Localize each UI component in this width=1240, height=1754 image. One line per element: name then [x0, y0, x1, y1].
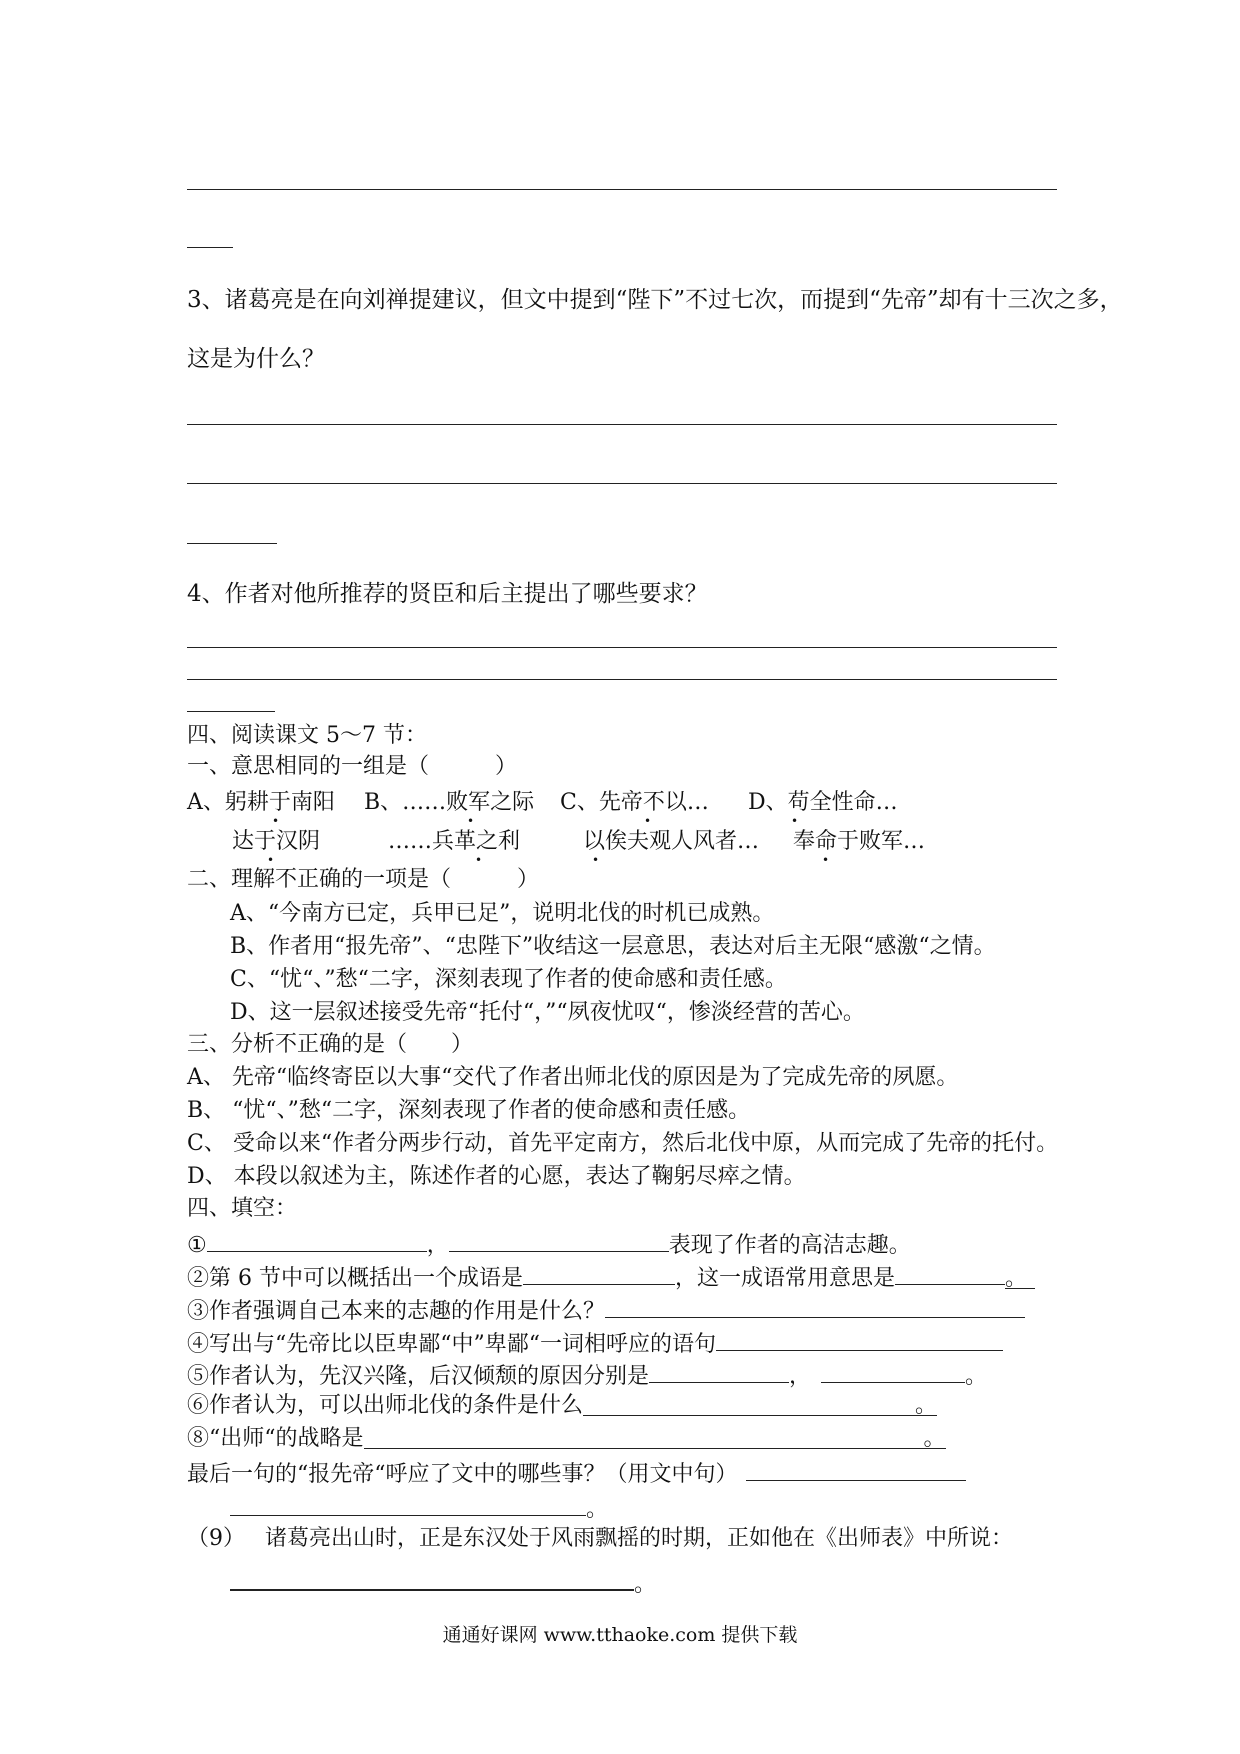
- answer-line-short: [187, 711, 275, 712]
- fill-4-blank[interactable]: [716, 1326, 1003, 1351]
- fill-1: [187, 1227, 911, 1261]
- fill-6-prompt: ⑥作者认为，可以出师北伐的条件是什么: [187, 1393, 584, 1418]
- question-9-blank[interactable]: [230, 1565, 634, 1591]
- fill-6-period: 。: [915, 1393, 938, 1418]
- fill-2-prompt-b: ，这一成语常用意思是: [675, 1266, 896, 1291]
- fill-3-prompt: ③作者强调自己本来的志趣的作用是什么？: [187, 1299, 606, 1324]
- fill-3: [187, 1293, 1025, 1327]
- fill-1-number: ①: [187, 1233, 207, 1258]
- fill-1-separator: ，: [426, 1233, 449, 1258]
- fill-2: [187, 1260, 1035, 1294]
- mc1-option-d: D、苟全性命…: [748, 790, 898, 815]
- answer-line-short: [187, 247, 233, 248]
- question-9-period: 。: [634, 1572, 657, 1597]
- mc2-option-c: C、“忧“、”愁“二字，深刻表现了作者的使命感和责任感。: [230, 967, 787, 992]
- mc1-option-d2: 奉命于败军…: [793, 829, 926, 854]
- mc2-option-a: A、“今南方已定，兵甲已足”，说明北伐的时机已成熟。: [230, 901, 775, 926]
- fill-6-blank[interactable]: [583, 1391, 937, 1416]
- fill-4-prompt: ④写出与“先帝比以臣卑鄙“中”卑鄙“一词相呼应的语句: [187, 1332, 716, 1357]
- fill-2-blank-a[interactable]: [523, 1260, 675, 1285]
- mc1-stem: 一、意思相同的一组是（ ）: [187, 754, 518, 779]
- question-9-label: （9）: [187, 1526, 245, 1551]
- emphasis-dot: •: [272, 814, 280, 828]
- fill-last-continued: [230, 1491, 608, 1525]
- answer-line: [187, 679, 1057, 680]
- fill-last-blank-2[interactable]: [230, 1491, 586, 1516]
- fill-5-prompt: ⑤作者认为，先汉兴隆，后汉倾颓的原因分别是: [187, 1364, 650, 1389]
- answer-line: [187, 483, 1057, 484]
- fill-heading: 四、填空：: [187, 1196, 298, 1221]
- emphasis-dot: •: [822, 853, 830, 867]
- fill-2-period: 。: [1005, 1264, 1035, 1289]
- fill-8-blank[interactable]: [364, 1424, 946, 1449]
- fill-last-blank[interactable]: [746, 1456, 966, 1481]
- fill-last-period: 。: [586, 1497, 609, 1522]
- mc1-option-a2: 达于汉阴: [232, 829, 321, 854]
- question-9-text: 诸葛亮出山时，正是东汉处于风雨飘摇的时期，正如他在《出师表》中所说：: [265, 1526, 1014, 1551]
- fill-last: [187, 1456, 966, 1490]
- fill-5: [187, 1358, 987, 1392]
- emphasis-dot: •: [592, 853, 600, 867]
- answer-line-short: [187, 543, 277, 544]
- fill-3-blank[interactable]: [605, 1293, 1025, 1318]
- answer-line: [187, 424, 1057, 425]
- fill-5-blank-b[interactable]: [821, 1358, 965, 1383]
- mc1-option-b: B、……败军之际: [364, 790, 535, 815]
- question-3-line2: 这是为什么？: [187, 346, 325, 372]
- fill-1-blank-a[interactable]: [207, 1227, 427, 1252]
- question-9-answer: [230, 1565, 656, 1600]
- fill-4: [187, 1326, 1003, 1360]
- fill-6: [187, 1391, 937, 1421]
- section-4-heading: 四、阅读课文 5～7 节：: [187, 723, 427, 748]
- mc2-option-d: D、这一层叙述接受先帝“托付“，”“夙夜忧叹“，惨淡经营的苦心。: [230, 1000, 865, 1025]
- mc3-option-d: D、 本段以叙述为主，陈述作者的心愿，表达了鞠躬尽瘁之情。: [187, 1164, 806, 1189]
- mc3-stem: 三、分析不正确的是（ ）: [187, 1032, 474, 1057]
- question-4: 4、作者对他所推荐的贤臣和后主提出了哪些要求？: [187, 581, 708, 607]
- answer-line: [187, 189, 1057, 190]
- emphasis-dot: •: [475, 853, 483, 867]
- fill-1-blank-b[interactable]: [449, 1227, 669, 1252]
- mc3-option-c: C、 受命以来“作者分两步行动，首先平定南方，然后北伐中原，从而完成了先帝的托付。: [187, 1131, 1059, 1156]
- fill-5-blank-a[interactable]: [649, 1358, 789, 1383]
- fill-2-prompt: ②第 6 节中可以概括出一个成语是: [187, 1266, 523, 1291]
- fill-8-prompt: ⑧“出师“的战略是: [187, 1426, 364, 1451]
- mc3-option-a: A、 先帝“临终寄臣以大事“交代了作者出师北伐的原因是为了完成先帝的夙愿。: [187, 1065, 959, 1090]
- emphasis-dot: •: [267, 853, 275, 867]
- fill-last-prompt: 最后一句的“报先帝“呼应了文中的哪些事？（用文中句）: [187, 1462, 738, 1487]
- question-9: [187, 1524, 1013, 1554]
- emphasis-dot: •: [644, 814, 652, 828]
- page-footer: 通通好课网 www.tthaoke.com 提供下载: [442, 1624, 798, 1646]
- mc3-option-b: B、 “忧“、”愁“二字，深刻表现了作者的使命感和责任感。: [187, 1098, 751, 1123]
- mc1-option-b2: ……兵革之利: [388, 829, 521, 854]
- fill-8-period: 。: [923, 1426, 946, 1451]
- question-3-line1: 3、诸葛亮是在向刘禅提建议，但文中提到“陛下”不过七次，而提到“先帝”却有十三次之多，: [187, 287, 1123, 313]
- mc1-option-c: C、先帝不以…: [560, 790, 709, 815]
- fill-2-blank-b[interactable]: [895, 1260, 1005, 1285]
- fill-1-tail: 表现了作者的高洁志趣。: [668, 1233, 911, 1258]
- fill-5-separator: ，: [789, 1364, 812, 1389]
- answer-line: [187, 647, 1057, 648]
- mc2-stem: 二、理解不正确的一项是（ ）: [187, 867, 540, 892]
- emphasis-dot: •: [791, 814, 799, 828]
- emphasis-dot: •: [467, 814, 475, 828]
- fill-8: [187, 1424, 946, 1454]
- mc1-option-c2: 以俟夫观人风者…: [583, 829, 760, 854]
- mc1-option-a: A、躬耕于南阳: [187, 790, 335, 815]
- mc2-option-b: B、作者用“报先帝”、“忠陛下”收结这一层意思，表达对后主无限“感激“之情。: [230, 934, 996, 959]
- fill-5-period: 。: [965, 1364, 988, 1389]
